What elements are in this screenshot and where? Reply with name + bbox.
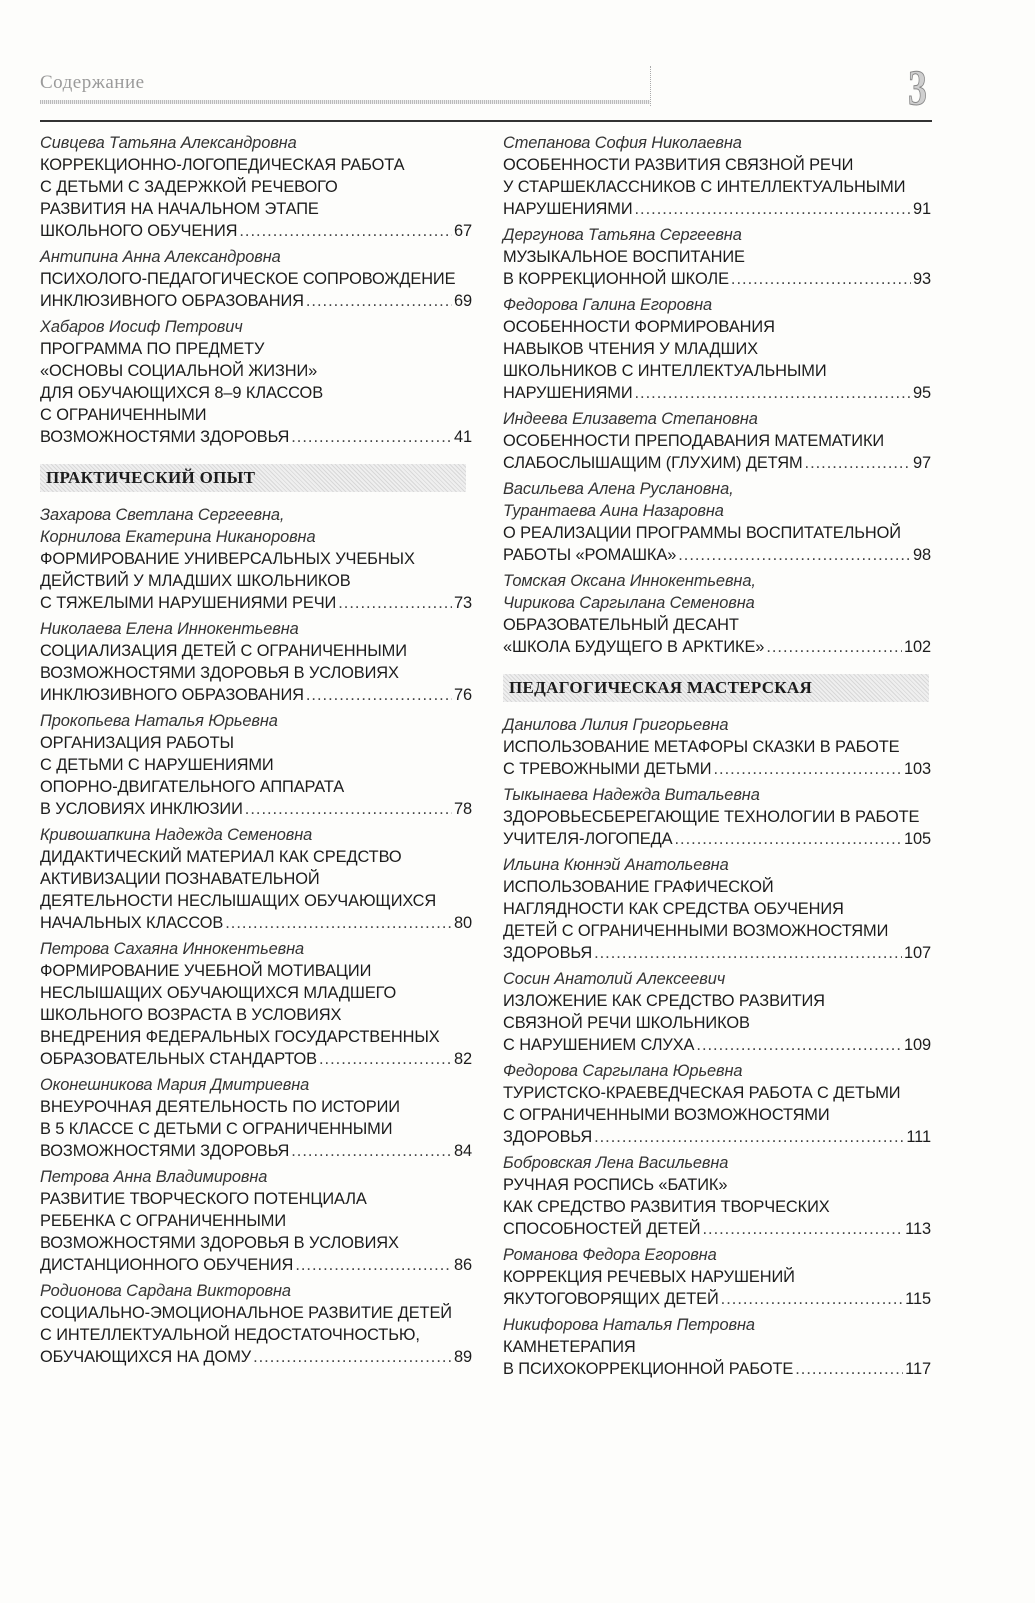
entry-page-number: 73 xyxy=(453,594,472,612)
entry-author: Сивцева Татьяна Александровна xyxy=(40,134,297,152)
toc-column-right xyxy=(503,132,931,1384)
entry-title-last-line xyxy=(503,636,931,658)
dot-leader xyxy=(805,452,911,474)
entry-title-line: ИЗЛОЖЕНИЕ КАК СРЕДСТВО РАЗВИТИЯ xyxy=(503,992,825,1010)
entry-title-line: ОСОБЕННОСТИ ФОРМИРОВАНИЯ xyxy=(503,318,775,336)
toc-entry[interactable] xyxy=(503,132,931,220)
entry-title-last-line xyxy=(40,1254,472,1276)
entry-title-line: ИНКЛЮЗИВНОГО ОБРАЗОВАНИЯ xyxy=(40,292,304,310)
entry-title-last-line xyxy=(503,544,931,566)
dot-leader xyxy=(714,758,902,780)
entry-page-number: 86 xyxy=(453,1256,472,1274)
entry-title-line: УЧИТЕЛЯ-ЛОГОПЕДА xyxy=(503,830,673,848)
section-heading: ПРАКТИЧЕСКИЙ ОПЫТ xyxy=(40,464,466,492)
entry-title-line: С ТРЕВОЖНЫМИ ДЕТЬМИ xyxy=(503,760,712,778)
entry-title-last-line xyxy=(503,942,931,964)
toc-entry[interactable] xyxy=(40,618,472,706)
entry-title-last-line xyxy=(503,1034,931,1056)
dot-leader xyxy=(635,198,911,220)
entry-title-line: МУЗЫКАЛЬНОЕ ВОСПИТАНИЕ xyxy=(503,248,745,266)
toc-entry[interactable] xyxy=(40,710,472,820)
entry-page-number: 67 xyxy=(453,222,472,240)
entry-title-last-line xyxy=(503,198,931,220)
entry-title-line: ЯКУТОГОВОРЯЩИХ ДЕТЕЙ xyxy=(503,1290,719,1308)
entry-title-line: КОРРЕКЦИОННО-ЛОГОПЕДИЧЕСКАЯ РАБОТА xyxy=(40,156,405,174)
entry-title-line: ТУРИСТСКО-КРАЕВЕДЧЕСКАЯ РАБОТА С ДЕТЬМИ xyxy=(503,1084,901,1102)
entry-page-number: 76 xyxy=(453,686,472,704)
entry-title-line: ОБУЧАЮЩИХСЯ НА ДОМУ xyxy=(40,1348,252,1366)
entry-page-number: 80 xyxy=(453,914,472,932)
entry-author: Родионова Сардана Викторовна xyxy=(40,1282,291,1300)
toc-entry[interactable] xyxy=(40,246,472,312)
dot-leader xyxy=(594,942,902,964)
entry-author: Прокопьева Наталья Юрьевна xyxy=(40,712,278,730)
page-number: 3 xyxy=(908,59,927,115)
entry-author: Петрова Сахаяна Иннокентьевна xyxy=(40,940,305,958)
entry-page-number: 113 xyxy=(905,1220,931,1238)
entry-title-line: О РЕАЛИЗАЦИИ ПРОГРАММЫ ВОСПИТАТЕЛЬНОЙ xyxy=(503,524,901,542)
dot-leader xyxy=(696,1034,902,1056)
toc-entry[interactable] xyxy=(40,504,472,614)
toc-entry[interactable] xyxy=(503,294,931,404)
entry-title-line: С ДЕТЬМИ С ЗАДЕРЖКОЙ РЕЧЕВОГО xyxy=(40,178,338,196)
entry-title-line: КАК СРЕДСТВО РАЗВИТИЯ ТВОРЧЕСКИХ xyxy=(503,1198,830,1216)
dot-leader xyxy=(795,1358,903,1380)
toc-entry[interactable] xyxy=(40,1166,472,1276)
entry-title-line: ИНКЛЮЗИВНОГО ОБРАЗОВАНИЯ xyxy=(40,686,304,704)
toc-entry[interactable] xyxy=(40,938,472,1070)
entry-author: Ильина Кюннэй Анатольевна xyxy=(503,856,729,874)
entry-title-line: РУЧНАЯ РОСПИСЬ «БАТИК» xyxy=(503,1176,728,1194)
header-decorative-band xyxy=(40,100,650,104)
entry-page-number: 105 xyxy=(903,830,931,848)
entry-page-number: 95 xyxy=(912,384,931,402)
entry-title-line: СЛАБОСЛЫШАЩИМ (ГЛУХИМ) ДЕТЯМ xyxy=(503,454,803,472)
section-heading: ПЕДАГОГИЧЕСКАЯ МАСТЕРСКАЯ xyxy=(503,674,929,702)
entry-page-number: 69 xyxy=(453,292,472,310)
entry-author: Васильева Алена Руслановна, xyxy=(503,480,734,498)
entry-title-last-line xyxy=(40,220,472,242)
entry-author: Степанова София Николаевна xyxy=(503,134,742,152)
entry-title-line: С ОГРАНИЧЕННЫМИ xyxy=(40,406,207,424)
entry-title-line: СОЦИАЛЬНО-ЭМОЦИОНАЛЬНОЕ РАЗВИТИЕ ДЕТЕЙ xyxy=(40,1304,452,1322)
entry-title-line: ПРОГРАММА ПО ПРЕДМЕТУ xyxy=(40,340,265,358)
entry-title-line: ВОЗМОЖНОСТЯМИ ЗДОРОВЬЯ В УСЛОВИЯХ xyxy=(40,1234,399,1252)
entry-title-line: ДЛЯ ОБУЧАЮЩИХСЯ 8–9 КЛАССОВ xyxy=(40,384,324,402)
entry-page-number: 89 xyxy=(453,1348,472,1366)
entry-title-line: НАРУШЕНИЯМИ xyxy=(503,384,633,402)
entry-title-line: С ДЕТЬМИ С НАРУШЕНИЯМИ xyxy=(40,756,274,774)
dot-leader xyxy=(291,1140,452,1162)
entry-author: Корнилова Екатерина Никаноровна xyxy=(40,528,316,546)
entry-author: Тыкынаева Надежда Витальевна xyxy=(503,786,760,804)
entry-title-last-line xyxy=(503,828,931,850)
entry-title-line: НАВЫКОВ ЧТЕНИЯ У МЛАДШИХ xyxy=(503,340,758,358)
entry-title-line: РАЗВИТИЯ НА НАЧАЛЬНОМ ЭТАПЕ xyxy=(40,200,319,218)
entry-title-line: С ОГРАНИЧЕННЫМИ ВОЗМОЖНОСТЯМИ xyxy=(503,1106,830,1124)
entry-author: Оконешникова Мария Дмитриевна xyxy=(40,1076,310,1094)
entry-title-line: ОБРАЗОВАТЕЛЬНЫЙ ДЕСАНТ xyxy=(503,616,739,634)
entry-title-line: ЗДОРОВЬЯ xyxy=(503,1128,593,1146)
dot-leader xyxy=(338,592,452,614)
entry-page-number: 78 xyxy=(453,800,472,818)
entry-title-line: С ИНТЕЛЛЕКТУАЛЬНОЙ НЕДОСТАТОЧНОСТЬЮ, xyxy=(40,1326,420,1344)
entry-title-last-line xyxy=(503,1358,931,1380)
entry-title-last-line xyxy=(40,912,472,934)
entry-title-line: «ОСНОВЫ СОЦИАЛЬНОЙ ЖИЗНИ» xyxy=(40,362,318,380)
entry-title-line: НАЧАЛЬНЫХ КЛАССОВ xyxy=(40,914,224,932)
entry-title-line: ДЕЯТЕЛЬНОСТИ НЕСЛЫШАЩИХ ОБУЧАЮЩИХСЯ xyxy=(40,892,437,910)
entry-page-number: 91 xyxy=(912,200,931,218)
entry-title-last-line xyxy=(503,758,931,780)
entry-title-last-line xyxy=(503,1288,931,1310)
toc-entry[interactable] xyxy=(503,1060,931,1148)
entry-title-line: РЕБЕНКА С ОГРАНИЧЕННЫМИ xyxy=(40,1212,287,1230)
entry-author: Дергунова Татьяна Сергеевна xyxy=(503,226,742,244)
dot-leader xyxy=(731,268,911,290)
entry-title-line: С ТЯЖЕЛЫМИ НАРУШЕНИЯМИ РЕЧИ xyxy=(40,594,337,612)
dot-leader xyxy=(245,798,452,820)
toc-column-left xyxy=(40,132,472,1372)
entry-title-last-line xyxy=(40,592,472,614)
entry-title-line: ОРГАНИЗАЦИЯ РАБОТЫ xyxy=(40,734,234,752)
dot-leader xyxy=(594,1126,904,1148)
entry-title-last-line xyxy=(503,1218,931,1240)
entry-page-number: 97 xyxy=(912,454,931,472)
entry-author: Антипина Анна Александровна xyxy=(40,248,281,266)
header-title: Содержание xyxy=(40,72,145,93)
entry-author: Данилова Лилия Григорьевна xyxy=(503,716,729,734)
toc-entry[interactable] xyxy=(503,784,931,850)
entry-title-line: КОРРЕКЦИЯ РЕЧЕВЫХ НАРУШЕНИЙ xyxy=(503,1268,795,1286)
entry-title-last-line xyxy=(503,382,931,404)
entry-title-line: У СТАРШЕКЛАССНИКОВ С ИНТЕЛЛЕКТУАЛЬНЫМИ xyxy=(503,178,906,196)
toc-entry[interactable] xyxy=(503,570,931,658)
entry-title-line: СОЦИАЛИЗАЦИЯ ДЕТЕЙ С ОГРАНИЧЕННЫМИ xyxy=(40,642,407,660)
entry-title-line: ПСИХОЛОГО-ПЕДАГОГИЧЕСКОЕ СОПРОВОЖДЕНИЕ xyxy=(40,270,456,288)
dot-leader xyxy=(635,382,911,404)
entry-title-line: КАМНЕТЕРАПИЯ xyxy=(503,1338,636,1356)
entry-author: Чирикова Саргылана Семеновна xyxy=(503,594,755,612)
header-rule xyxy=(40,120,932,122)
toc-entry[interactable] xyxy=(503,854,931,964)
entry-title-line: В УСЛОВИЯХ ИНКЛЮЗИИ xyxy=(40,800,243,818)
toc-entry[interactable] xyxy=(503,478,931,566)
entry-title-line: ФОРМИРОВАНИЕ УНИВЕРСАЛЬНЫХ УЧЕБНЫХ xyxy=(40,550,415,568)
entry-title-line: ДИСТАНЦИОННОГО ОБУЧЕНИЯ xyxy=(40,1256,294,1274)
toc-entry[interactable] xyxy=(503,714,931,780)
entry-title-line: ДИДАКТИЧЕСКИЙ МАТЕРИАЛ КАК СРЕДСТВО xyxy=(40,848,402,866)
dot-leader xyxy=(291,426,452,448)
entry-title-line: СВЯЗНОЙ РЕЧИ ШКОЛЬНИКОВ xyxy=(503,1014,750,1032)
entry-title-line: ЗДОРОВЬЕСБЕРЕГАЮЩИЕ ТЕХНОЛОГИИ В РАБОТЕ xyxy=(503,808,920,826)
entry-page-number: 117 xyxy=(905,1360,931,1378)
toc-entry[interactable] xyxy=(503,1152,931,1240)
toc-entry[interactable] xyxy=(40,824,472,934)
entry-title-line: ОПОРНО-ДВИГАТЕЛЬНОГО АППАРАТА xyxy=(40,778,345,796)
toc-entry[interactable] xyxy=(40,316,472,448)
dot-leader xyxy=(295,1254,452,1276)
entry-author: Федорова Галина Егоровна xyxy=(503,296,713,314)
entry-page-number: 98 xyxy=(912,546,931,564)
entry-title-line: ВОЗМОЖНОСТЯМИ ЗДОРОВЬЯ xyxy=(40,1142,290,1160)
entry-title-line: РАБОТЫ «РОМАШКА» xyxy=(503,546,677,564)
entry-title-line: НАРУШЕНИЯМИ xyxy=(503,200,633,218)
dot-leader xyxy=(319,1048,452,1070)
entry-title-line: ЗДОРОВЬЯ xyxy=(503,944,593,962)
entry-page-number: 82 xyxy=(453,1050,472,1068)
entry-title-line: ДЕЙСТВИЙ У МЛАДШИХ ШКОЛЬНИКОВ xyxy=(40,572,351,590)
entry-title-last-line xyxy=(40,290,472,312)
entry-title-line: АКТИВИЗАЦИИ ПОЗНАВАТЕЛЬНОЙ xyxy=(40,870,320,888)
dot-leader xyxy=(253,1346,452,1368)
entry-title-line: С НАРУШЕНИЕМ СЛУХА xyxy=(503,1036,695,1054)
entry-author: Хабаров Иосиф Петрович xyxy=(40,318,243,336)
entry-page-number: 84 xyxy=(453,1142,472,1160)
entry-title-line: НАГЛЯДНОСТИ КАК СРЕДСТВА ОБУЧЕНИЯ xyxy=(503,900,844,918)
toc-entry[interactable] xyxy=(503,408,931,474)
toc-entry[interactable] xyxy=(503,968,931,1056)
entry-title-line: ДЕТЕЙ С ОГРАНИЧЕННЫМИ ВОЗМОЖНОСТЯМИ xyxy=(503,922,889,940)
dot-leader xyxy=(225,912,452,934)
toc-entry[interactable] xyxy=(503,224,931,290)
entry-title-line: ОБРАЗОВАТЕЛЬНЫХ СТАНДАРТОВ xyxy=(40,1050,317,1068)
entry-title-last-line xyxy=(40,1048,472,1070)
entry-title-last-line xyxy=(40,798,472,820)
entry-author: Федорова Саргылана Юрьевна xyxy=(503,1062,743,1080)
entry-author: Томская Оксана Иннокентьевна, xyxy=(503,572,756,590)
entry-title-line: ВНЕУРОЧНАЯ ДЕЯТЕЛЬНОСТЬ ПО ИСТОРИИ xyxy=(40,1098,400,1116)
running-header xyxy=(40,66,651,106)
entry-title-line: ОСОБЕННОСТИ ПРЕПОДАВАНИЯ МАТЕМАТИКИ xyxy=(503,432,885,450)
toc-entry[interactable] xyxy=(40,132,472,242)
entry-title-line: «ШКОЛА БУДУЩЕГО В АРКТИКЕ» xyxy=(503,638,765,656)
entry-title-last-line xyxy=(40,1140,472,1162)
entry-author: Никифорова Наталья Петровна xyxy=(503,1316,755,1334)
entry-title-line: ИСПОЛЬЗОВАНИЕ МЕТАФОРЫ СКАЗКИ В РАБОТЕ xyxy=(503,738,900,756)
entry-page-number: 109 xyxy=(903,1036,931,1054)
dot-leader xyxy=(721,1288,904,1310)
entry-title-line: ФОРМИРОВАНИЕ УЧЕБНОЙ МОТИВАЦИИ xyxy=(40,962,372,980)
entry-page-number: 111 xyxy=(906,1128,931,1146)
entry-title-line: СПОСОБНОСТЕЙ ДЕТЕЙ xyxy=(503,1220,701,1238)
entry-author: Романова Федора Егоровна xyxy=(503,1246,717,1264)
entry-author: Петрова Анна Владимировна xyxy=(40,1168,268,1186)
entry-title-line: ВОЗМОЖНОСТЯМИ ЗДОРОВЬЯ В УСЛОВИЯХ xyxy=(40,664,399,682)
entry-title-line: В 5 КЛАССЕ С ДЕТЬМИ С ОГРАНИЧЕННЫМИ xyxy=(40,1120,393,1138)
dot-leader xyxy=(678,544,911,566)
entry-page-number: 93 xyxy=(912,270,931,288)
entry-title-line: В КОРРЕКЦИОННОЙ ШКОЛЕ xyxy=(503,270,729,288)
entry-title-last-line xyxy=(503,1126,931,1148)
dot-leader xyxy=(702,1218,903,1240)
entry-title-line: ШКОЛЬНОГО ВОЗРАСТА В УСЛОВИЯХ xyxy=(40,1006,342,1024)
toc-entry[interactable] xyxy=(40,1074,472,1162)
entry-page-number: 41 xyxy=(453,428,472,446)
entry-title-line: НЕСЛЫШАЩИХ ОБУЧАЮЩИХСЯ МЛАДШЕГО xyxy=(40,984,397,1002)
entry-title-last-line xyxy=(40,426,472,448)
entry-title-line: ВОЗМОЖНОСТЯМИ ЗДОРОВЬЯ xyxy=(40,428,290,446)
dot-leader xyxy=(306,290,452,312)
entry-title-last-line xyxy=(503,452,931,474)
toc-entry[interactable] xyxy=(40,1280,472,1368)
toc-entry[interactable] xyxy=(503,1244,931,1310)
entry-title-line: ОСОБЕННОСТИ РАЗВИТИЯ СВЯЗНОЙ РЕЧИ xyxy=(503,156,854,174)
dot-leader xyxy=(766,636,902,658)
entry-page-number: 103 xyxy=(903,760,931,778)
entry-title-line: В ПСИХОКОРРЕКЦИОННОЙ РАБОТЕ xyxy=(503,1360,794,1378)
entry-author: Сосин Анатолий Алексеевич xyxy=(503,970,726,988)
toc-entry[interactable] xyxy=(503,1314,931,1380)
entry-author: Индеева Елизавета Степановна xyxy=(503,410,758,428)
dot-leader xyxy=(239,220,452,242)
entry-author: Турантаева Аина Назаровна xyxy=(503,502,724,520)
entry-page-number: 115 xyxy=(905,1290,931,1308)
entry-author: Николаева Елена Иннокентьевна xyxy=(40,620,299,638)
entry-author: Захарова Светлана Сергеевна, xyxy=(40,506,285,524)
entry-author: Кривошапкина Надежда Семеновна xyxy=(40,826,313,844)
entry-title-line: ВНЕДРЕНИЯ ФЕДЕРАЛЬНЫХ ГОСУДАРСТВЕННЫХ xyxy=(40,1028,440,1046)
entry-title-last-line xyxy=(40,684,472,706)
entry-author: Бобровская Лена Васильевна xyxy=(503,1154,729,1172)
entry-page-number: 107 xyxy=(903,944,931,962)
dot-leader xyxy=(674,828,901,850)
entry-title-line: ШКОЛЬНОГО ОБУЧЕНИЯ xyxy=(40,222,238,240)
entry-title-last-line xyxy=(503,268,931,290)
entry-title-last-line xyxy=(40,1346,472,1368)
entry-title-line: РАЗВИТИЕ ТВОРЧЕСКОГО ПОТЕНЦИАЛА xyxy=(40,1190,367,1208)
entry-title-line: ИСПОЛЬЗОВАНИЕ ГРАФИЧЕСКОЙ xyxy=(503,878,774,896)
entry-title-line: ШКОЛЬНИКОВ С ИНТЕЛЛЕКТУАЛЬНЫМИ xyxy=(503,362,827,380)
dot-leader xyxy=(306,684,452,706)
entry-page-number: 102 xyxy=(903,638,931,656)
